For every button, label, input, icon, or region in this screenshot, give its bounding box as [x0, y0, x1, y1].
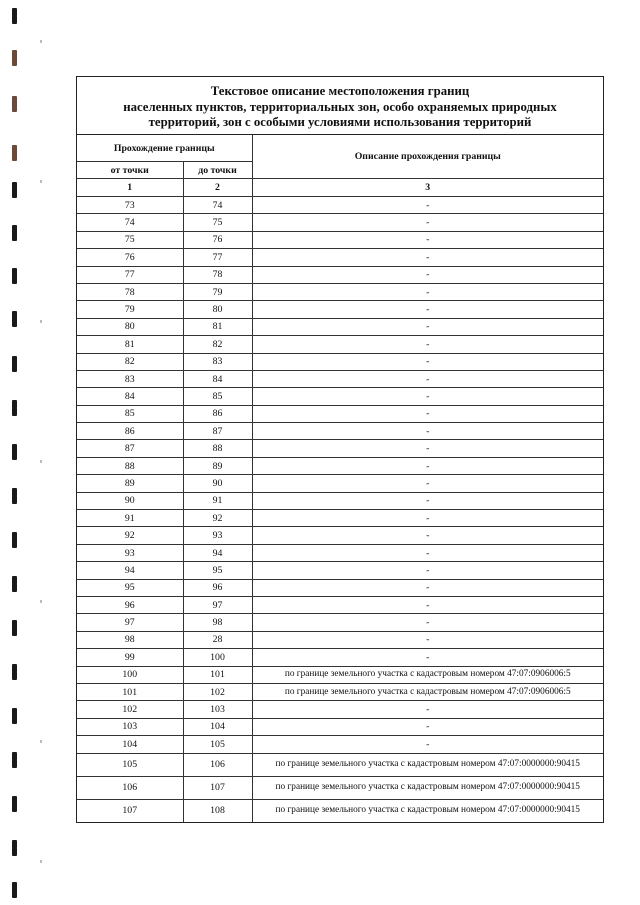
title-line-1: Текстовое описание местоположения границ: [210, 84, 470, 98]
binding-hole: [12, 225, 17, 241]
binding-hole: [12, 796, 17, 812]
table-row: [77, 283, 603, 300]
to-point-cell: 100: [183, 649, 252, 666]
from-point-cell: 100: [77, 666, 183, 683]
table-row: [77, 631, 603, 648]
binding-hole: [12, 182, 17, 198]
binding-hole: [12, 400, 17, 416]
from-point-cell: 102: [77, 701, 183, 718]
to-point-cell: 96: [183, 579, 252, 596]
table-row: [77, 579, 603, 596]
to-point-cell: 92: [183, 510, 252, 527]
table-row: [77, 266, 603, 283]
table-row: [77, 683, 603, 700]
to-point-cell: 74: [183, 197, 252, 214]
description-cell: -: [252, 231, 603, 248]
description-cell: -: [252, 579, 603, 596]
description-cell: -: [252, 214, 603, 231]
to-point-cell: 98: [183, 614, 252, 631]
table-row: [77, 405, 603, 422]
to-point-cell: 78: [183, 266, 252, 283]
description-cell: -: [252, 301, 603, 318]
description-cell: -: [252, 388, 603, 405]
table-row: [77, 596, 603, 613]
to-point-cell: 83: [183, 353, 252, 370]
description-cell: -: [252, 631, 603, 648]
to-point-cell: 77: [183, 249, 252, 266]
description-cell: по границе земельного участка с кадастровым номером 47:07:0000000:90415: [252, 776, 603, 799]
from-point-cell: 103: [77, 718, 183, 735]
to-point-cell: 75: [183, 214, 252, 231]
to-point-cell: 87: [183, 423, 252, 440]
description-cell: -: [252, 527, 603, 544]
header-description: Описание прохождения границы: [252, 135, 603, 179]
description-cell: -: [252, 249, 603, 266]
from-point-cell: 82: [77, 353, 183, 370]
from-point-cell: 91: [77, 510, 183, 527]
from-point-cell: 84: [77, 388, 183, 405]
binding-hole: [12, 882, 17, 898]
from-point-cell: 74: [77, 214, 183, 231]
to-point-cell: 101: [183, 666, 252, 683]
table-row: [77, 475, 603, 492]
table-row: [77, 388, 603, 405]
scan-edge-marks: [40, 0, 43, 905]
binding-hole: [12, 311, 17, 327]
to-point-cell: 76: [183, 231, 252, 248]
table-row: [77, 318, 603, 335]
from-point-cell: 95: [77, 579, 183, 596]
table-row: [77, 457, 603, 474]
title-line-3: территорий, зон с особыми условиями использования территорий: [148, 115, 532, 129]
table-row: [77, 666, 603, 683]
table-row: [77, 492, 603, 509]
from-point-cell: 77: [77, 266, 183, 283]
description-cell: -: [252, 440, 603, 457]
from-point-cell: 92: [77, 527, 183, 544]
description-cell: -: [252, 370, 603, 387]
header-col-number-1: 1: [77, 179, 183, 197]
from-point-cell: 89: [77, 475, 183, 492]
table-row: [77, 562, 603, 579]
from-point-cell: 87: [77, 440, 183, 457]
description-cell: по границе земельного участка с кадастровым номером 47:07:0906006:5: [252, 683, 603, 700]
to-point-cell: 82: [183, 336, 252, 353]
description-cell: -: [252, 353, 603, 370]
from-point-cell: 104: [77, 736, 183, 753]
to-point-cell: 84: [183, 370, 252, 387]
description-cell: -: [252, 596, 603, 613]
to-point-cell: 86: [183, 405, 252, 422]
description-cell: -: [252, 197, 603, 214]
from-point-cell: 86: [77, 423, 183, 440]
from-point-cell: 83: [77, 370, 183, 387]
binding-hole: [12, 444, 17, 460]
to-point-cell: 94: [183, 544, 252, 561]
description-cell: -: [252, 318, 603, 335]
to-point-cell: 91: [183, 492, 252, 509]
from-point-cell: 93: [77, 544, 183, 561]
description-cell: -: [252, 405, 603, 422]
to-point-cell: 107: [183, 776, 252, 799]
binding-hole: [12, 576, 17, 592]
binding-hole: [12, 488, 17, 504]
table-body: [77, 197, 603, 822]
from-point-cell: 73: [77, 197, 183, 214]
from-point-cell: 98: [77, 631, 183, 648]
to-point-cell: 81: [183, 318, 252, 335]
table-row: [77, 214, 603, 231]
description-cell: по границе земельного участка с кадастровым номером 47:07:0000000:90415: [252, 799, 603, 822]
table-row: [77, 301, 603, 318]
table-row: [77, 776, 603, 799]
description-cell: -: [252, 510, 603, 527]
description-cell: -: [252, 544, 603, 561]
table-row: [77, 544, 603, 561]
binding-hole: [12, 145, 17, 161]
table-row: [77, 614, 603, 631]
binding-hole: [12, 708, 17, 724]
header-to-point: до точки: [183, 162, 252, 179]
to-point-cell: 88: [183, 440, 252, 457]
header-passage: Прохождение границы: [77, 135, 252, 162]
table-row: [77, 736, 603, 753]
binding-holes: [12, 0, 22, 905]
description-cell: -: [252, 423, 603, 440]
binding-hole: [12, 8, 17, 24]
description-cell: -: [252, 718, 603, 735]
to-point-cell: 85: [183, 388, 252, 405]
to-point-cell: 79: [183, 283, 252, 300]
description-cell: -: [252, 266, 603, 283]
description-cell: -: [252, 283, 603, 300]
table-row: [77, 510, 603, 527]
binding-hole: [12, 620, 17, 636]
from-point-cell: 94: [77, 562, 183, 579]
description-cell: по границе земельного участка с кадастровым номером 47:07:0906006:5: [252, 666, 603, 683]
table-row: [77, 423, 603, 440]
from-point-cell: 99: [77, 649, 183, 666]
table-row: [77, 718, 603, 735]
from-point-cell: 105: [77, 753, 183, 776]
table-row: [77, 701, 603, 718]
description-cell: -: [252, 457, 603, 474]
description-cell: -: [252, 649, 603, 666]
binding-hole: [12, 664, 17, 680]
title-line-2: населенных пунктов, территориальных зон, особо охраняемых природных: [123, 99, 557, 114]
binding-hole: [12, 356, 17, 372]
to-point-cell: 80: [183, 301, 252, 318]
boundary-table: [77, 135, 603, 822]
to-point-cell: 103: [183, 701, 252, 718]
table-row: [77, 649, 603, 666]
table-row: [77, 370, 603, 387]
boundary-description-table-sheet: [76, 76, 604, 823]
header-col-number-2: 2: [183, 179, 252, 197]
to-point-cell: 89: [183, 457, 252, 474]
from-point-cell: 79: [77, 301, 183, 318]
header-col-number-3: 3: [252, 179, 603, 197]
description-cell: -: [252, 701, 603, 718]
to-point-cell: 105: [183, 736, 252, 753]
from-point-cell: 78: [77, 283, 183, 300]
from-point-cell: 90: [77, 492, 183, 509]
binding-hole: [12, 532, 17, 548]
from-point-cell: 76: [77, 249, 183, 266]
from-point-cell: 75: [77, 231, 183, 248]
to-point-cell: 106: [183, 753, 252, 776]
description-cell: по границе земельного участка с кадастровым номером 47:07:0000000:90415: [252, 753, 603, 776]
from-point-cell: 80: [77, 318, 183, 335]
from-point-cell: 81: [77, 336, 183, 353]
table-row: [77, 799, 603, 822]
description-cell: -: [252, 614, 603, 631]
description-cell: -: [252, 475, 603, 492]
table-row: [77, 197, 603, 214]
table-row: [77, 527, 603, 544]
to-point-cell: 90: [183, 475, 252, 492]
table-row: [77, 440, 603, 457]
from-point-cell: 106: [77, 776, 183, 799]
from-point-cell: 101: [77, 683, 183, 700]
binding-hole: [12, 752, 17, 768]
from-point-cell: 88: [77, 457, 183, 474]
description-cell: -: [252, 562, 603, 579]
from-point-cell: 96: [77, 596, 183, 613]
table-row: [77, 249, 603, 266]
table-row: [77, 753, 603, 776]
to-point-cell: 28: [183, 631, 252, 648]
description-cell: -: [252, 736, 603, 753]
from-point-cell: 107: [77, 799, 183, 822]
binding-hole: [12, 840, 17, 856]
binding-hole: [12, 50, 17, 66]
description-cell: -: [252, 336, 603, 353]
binding-hole: [12, 268, 17, 284]
to-point-cell: 102: [183, 683, 252, 700]
table-row: [77, 353, 603, 370]
to-point-cell: 95: [183, 562, 252, 579]
to-point-cell: 93: [183, 527, 252, 544]
from-point-cell: 85: [77, 405, 183, 422]
description-cell: -: [252, 492, 603, 509]
from-point-cell: 97: [77, 614, 183, 631]
table-row: [77, 231, 603, 248]
to-point-cell: 97: [183, 596, 252, 613]
to-point-cell: 104: [183, 718, 252, 735]
to-point-cell: 108: [183, 799, 252, 822]
table-row: [77, 336, 603, 353]
header-from-point: от точки: [77, 162, 183, 179]
binding-hole: [12, 96, 17, 112]
document-title: [77, 77, 603, 135]
